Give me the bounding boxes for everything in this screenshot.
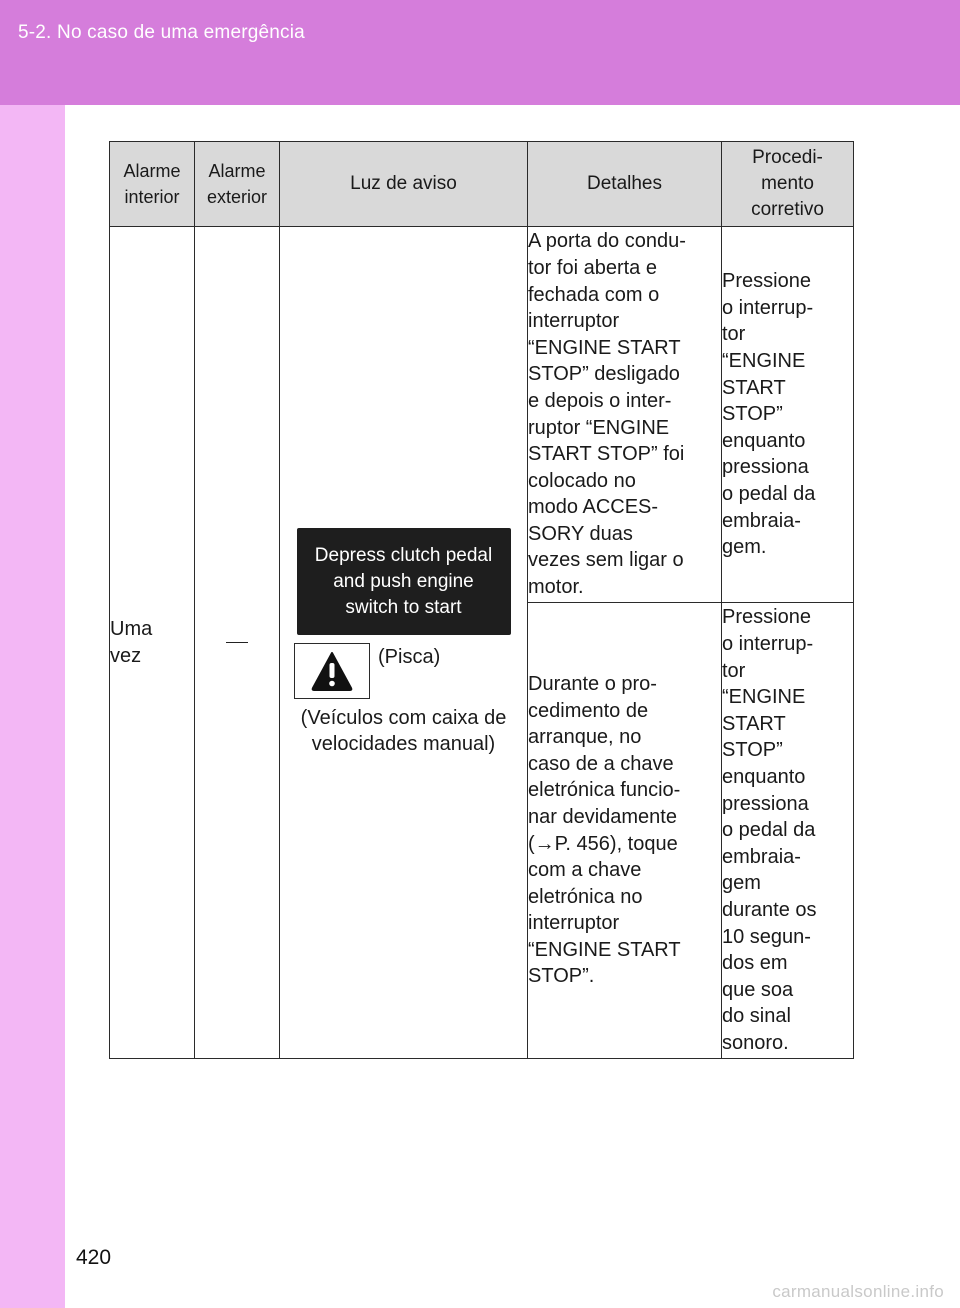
blink-label: (Pisca)	[378, 645, 441, 668]
warning-triangle-icon	[294, 643, 370, 699]
chapter-tab-strip	[0, 105, 65, 1308]
col-header-warning-light: Luz de aviso	[280, 142, 528, 227]
page-header	[0, 0, 960, 105]
cell-warning-light	[280, 227, 528, 1059]
cell-details-case-2: Durante o pro- cedimento de arranque, no caso de a chave eletrónica funcio- nar devidamente (→P. 456), toque com a chave eletrónica no interruptor “ENGINE START STOP”.	[528, 603, 722, 1059]
col-header-exterior-alarm: Alarme exterior	[195, 142, 280, 227]
col-header-details: Detalhes	[528, 142, 722, 227]
cell-exterior-alarm	[195, 227, 280, 1059]
watermark: carmanualsonline.info	[772, 1282, 944, 1301]
vehicle-applicability-note: (Veículos com caixa de velocidades manual)	[300, 707, 507, 755]
cell-interior-alarm: Uma vez	[110, 227, 195, 1059]
col-header-interior-alarm: Alarme interior	[110, 142, 195, 227]
page-number: 420	[76, 1246, 112, 1269]
table-header-row	[110, 142, 854, 227]
multi-info-display-message: Depress clutch pedal and push engine switch to start	[297, 528, 511, 635]
cell-procedure-case-1: Pressione o interrup- tor “ENGINE START STOP” enquanto pressiona o pedal da embraia- gem.	[722, 227, 854, 603]
alarm-table	[109, 141, 854, 1059]
table-row	[110, 227, 854, 603]
cell-procedure-case-2: Pressione o interrup- tor “ENGINE START STOP” enquanto pressiona o pedal da embraia- gem durante os 10 segun- dos em que soa do sinal sonoro.	[722, 603, 854, 1059]
col-header-procedure: Procedi- mento corretivo	[722, 142, 854, 227]
cell-details-case-1: A porta do condu- tor foi aberta e fechada com o interruptor “ENGINE START STOP” desligado e depois o inter- ruptor “ENGINE START STOP” foi colocado no modo ACCES- SORY duas vezes sem ligar o motor.	[528, 227, 722, 603]
no-alarm-dash	[226, 642, 248, 643]
section-title: 5-2. No caso de uma emergência	[18, 22, 305, 43]
